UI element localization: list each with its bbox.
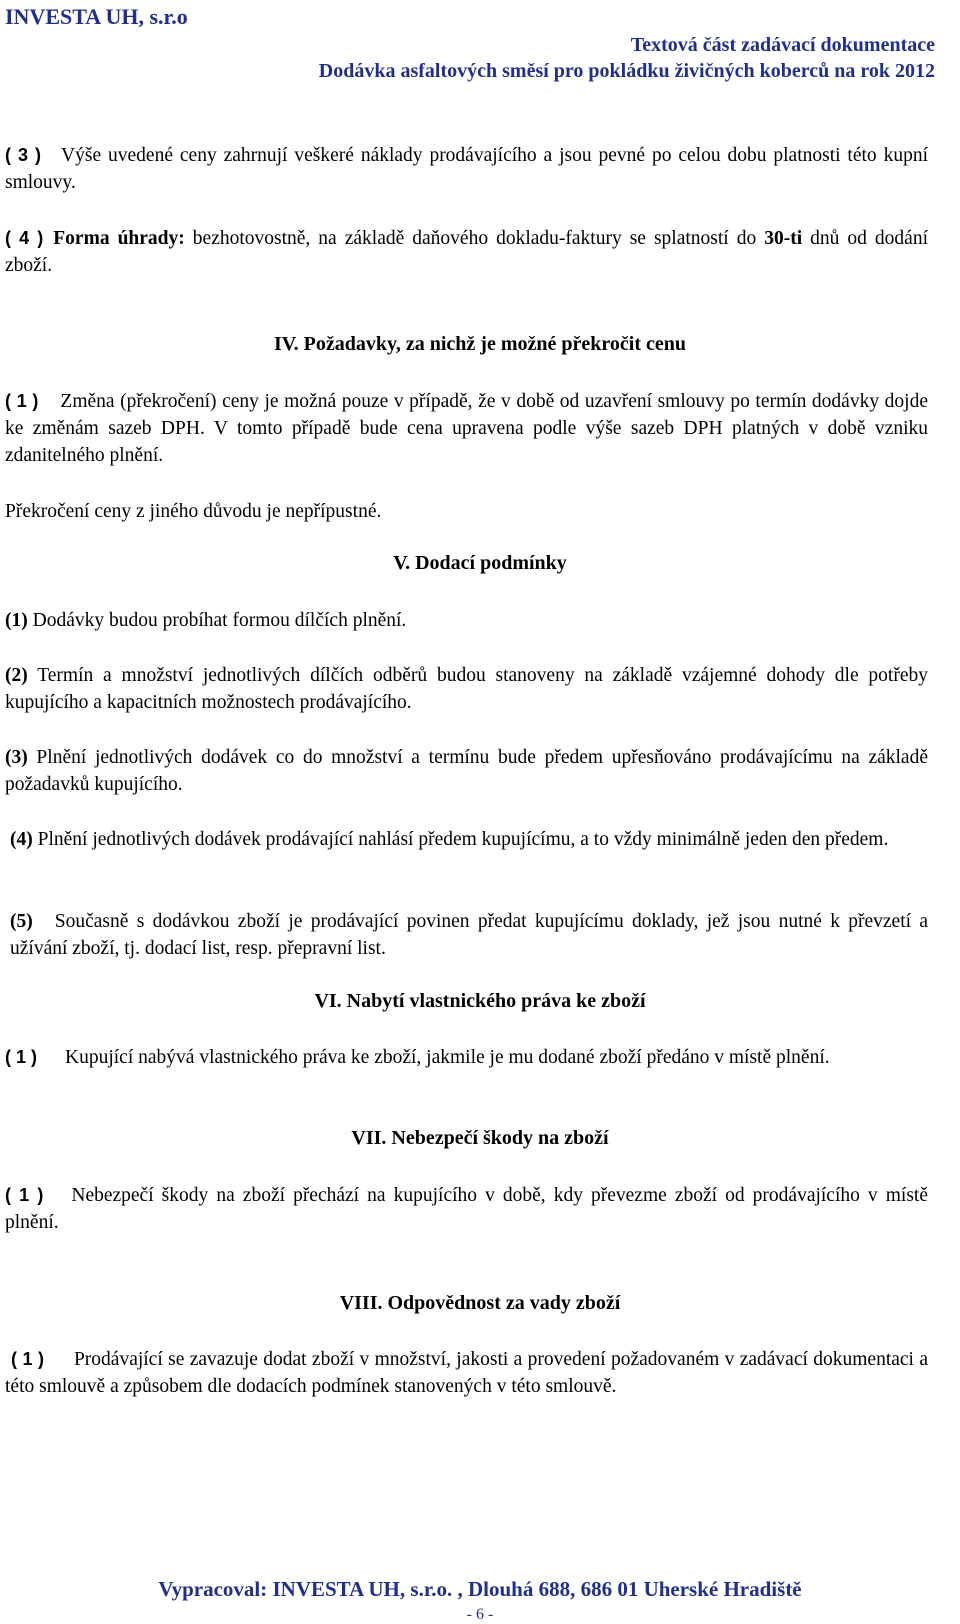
paragraph-v-4 [10,826,928,853]
paragraph-text: Dodávky budou probíhat formou dílčích plnění. [27,610,407,631]
page-number: - 6 - [466,1606,494,1623]
paragraph-text: bezhotovostně, na základě daňového dokladu-faktury se splatností do [184,228,765,249]
paragraph-text: Termín a množství jednotlivých dílčích odběrů budou stanoveny na základě vzájemné dohody dle potřeby kupujícího a kapacitních možnostech prodávajícího. [5,665,928,713]
paragraph-vii-1 [5,1182,928,1236]
paragraph-text: Změna (překročení) ceny je možná pouze v případě, že v době od uzavření smlouvy po termín dodávky dojde ke změnám sazeb DPH. V tomto případě bude cena upravena podle výše sazeb DPH platných v době vzniku zdanitelného plnění. [5,391,928,466]
paragraph-number: ( 1 ) [5,391,39,411]
section-heading-viii: VIII. Odpovědnost za vady zboží [339,1292,621,1314]
paragraph-text: Současně s dodávkou zboží je prodávající povinen předat kupujícímu doklady, jež jsou nutné k převzetí a užívání zboží, tj. dodací list, resp. přepravní list. [10,911,928,959]
paragraph-text: Prodávající se zavazuje dodat zboží v množství, jakosti a provedení požadovaném v zadávací dokumentaci a této smlouvě a způsobem dle dodacích podmínek stanovených v této smlouvě. [5,1349,928,1397]
paragraph-text: Výše uvedené ceny zahrnují veškeré náklady prodávajícího a jsou pevné po celou dobu platnosti této kupní smlouvy. [5,145,928,193]
paragraph-text: Plnění jednotlivých dodávek prodávající nahlásí předem kupujícímu, a to vždy minimálně jeden den předem. [32,829,889,850]
paragraph-4 [5,225,928,279]
paragraph-text: Nebezpečí škody na zboží přechází na kupujícího v době, kdy převezme zboží od prodávajícího v místě plnění. [5,1185,928,1233]
paragraph-v-1 [5,607,928,634]
paragraph-number: ( 1 ) [5,1185,44,1205]
paragraph-number: (5) [10,911,33,932]
company-name: INVESTA UH, s.r.o [5,4,188,29]
paragraph-number: (4) [10,829,33,850]
paragraph-number: (3) [5,747,28,768]
payment-form-label: Forma úhrady: [53,228,185,249]
document-subtitle: Dodávka asfaltových směsí pro pokládku živičných koberců na rok 2012 [318,60,935,82]
document-title: Textová část zadávací dokumentace [630,34,935,56]
paragraph-number: (2) [5,665,28,686]
paragraph-viii-1 [5,1346,928,1400]
paragraph-number: ( 1 ) [5,1047,38,1067]
paragraph-vi-1 [5,1044,928,1071]
paragraph-v-5 [10,908,928,962]
paragraph-number: ( 1 ) [11,1349,44,1369]
paragraph-number: ( 3 ) [5,145,42,165]
section-heading-vi: VI. Nabytí vlastnického práva ke zboží [314,990,646,1012]
paragraph-text: Překročení ceny z jiného důvodu je nepřípustné. [5,501,382,522]
paragraph-v-3 [5,744,928,798]
paragraph-number: (1) [5,610,28,631]
paragraph-iv-1 [5,388,928,469]
footer-author: Vypracoval: INVESTA UH, s.r.o. , Dlouhá 688, 686 01 Uherské Hradiště [158,1577,802,1601]
paragraph-text: Plnění jednotlivých dodávek co do množství a termínu bude předem upřesňováno prodávajícímu na základě požadavků kupujícího. [5,747,928,795]
section-heading-vii: VII. Nebezpečí škody na zboží [351,1127,609,1149]
section-heading-v: V. Dodací podmínky [393,552,567,574]
section-heading-iv: IV. Požadavky, za nichž je možné překročit cenu [273,333,686,355]
paragraph-text: Kupující nabývá vlastnického práva ke zboží, jakmile je mu dodané zboží předáno v místě plnění. [65,1047,830,1068]
paragraph-iv-2 [5,498,928,525]
due-days: 30-ti [764,228,803,249]
paragraph-3 [5,142,928,196]
paragraph-text-end: dnů od dodání zboží. [5,228,929,276]
paragraph-v-2 [5,662,928,716]
paragraph-number: ( 4 ) [5,228,44,248]
